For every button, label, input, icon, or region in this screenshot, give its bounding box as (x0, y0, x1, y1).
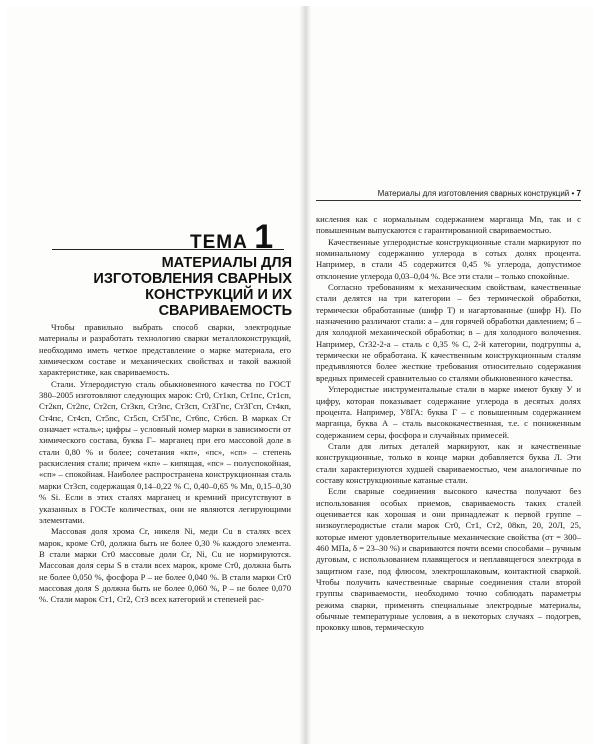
running-head (316, 189, 581, 201)
right-text-column (316, 214, 581, 634)
running-head-separator: • (571, 189, 575, 198)
paragraph-chemical-composition: Массовая доля хрома Cr, никеля Ni, меди Cu в сталях всех марок, кроме Ст0, должна быть не более 0,30 % каждого элемента. В стали марки Ст0 массовые доли Cr, Ni, Cu не нормируются. Массовая доля серы S в стали всех марок, кроме Ст0, должна быть не более 0,050 %, фосфора P – не более 0,040 %. В стали марки Ст0 массовая доля S должна быть не более 0,060 %, P – не более 0,070 %. Стали марок Ст1, Ст2, Ст3 всех категорий и степеней рас- (39, 526, 291, 605)
running-head-title: Материалы для изготовления сварных конструкций (377, 189, 570, 198)
topic-divider (52, 249, 284, 250)
topic-number: 1 (254, 218, 274, 256)
paragraph-mechanical-categories: Согласно требованиям к механическим свойствам, качественные стали делятся на три категории – без термической обработки, термически обработанные (шифр Т) и нагартованные (шифр Н). По назначению различают стали: а – для горячей обработки давлением; б – для холодной механической обработки; в – для холодного волочения. Например, Ст32-2-а – сталь с 0,35 % С, 2-й категории, подгруппы а, термически не обработана. К качественным конструкционным сталям предъявляются более жесткие требования относительно содержания вредных примесей сравнительно со сталями обыкновенного качества. (316, 282, 581, 383)
paragraph-intro: Чтобы правильно выбрать способ сварки, электродные материалы и разработать технологию сварки металлоконструкций, необходимо иметь четкое представление о марке материала, его химическом составе и механических свойствах и такой важной характеристике, как свариваемость. (39, 322, 291, 378)
topic-word: ТЕМА (190, 232, 248, 253)
left-text-column (39, 322, 291, 606)
book-spread (6, 6, 594, 744)
paragraph-steels: Стали. Углеродистую сталь обыкновенного качества по ГОСТ 380–2005 изготовляют следующих марок: Ст0, Ст1кп, Ст1пс, Ст1сп, Ст2кп, Ст2пс, Ст2сп, Ст3кп, Ст3пс, Ст3сп, Ст3Гпс, Ст3Гсп, Ст4кп, Ст4пс, Ст4сп, Ст5пс, Ст5сп, Ст5Гпс, Ст6пс, Ст6сп. В марках Ст означает «сталь»; цифры – условный номер марки в зависимости от химического состава, буква Г– марганец при его массовой доле в стали 0,80 % и более; сочетания «кп», «пс», «сп» – степень раскисления стали; причем «кп» – кипящая, «пс» – полуспокойная, «сп» – спокойная. Наиболее распространена конструкционная сталь марки Ст3сп, содержащая 0,14–0,22 % С, 0,40–0,65 % Mn, 0,15–0,30 % Si. Если в этих сталях марганец и кремний присутствуют в указанных в ГОСТе количествах, они не являются легирующими элементами. (39, 378, 291, 525)
paragraph-continued: кисления как с нормальным содержанием марганца Mn, так и с повышенным выпускаются с гарантированной свариваемостью. (316, 214, 581, 236)
paragraph-cast-steels: Стали для литых деталей маркируют, как и качественные конструкционные, только в конце марки добавляется буква Л. Эти стали характеризуются худшей свариваемостью, чем аналогичные по составу конструкционные катаные стали. (316, 440, 581, 485)
paragraph-weldability-groups: Если сварные соединения высокого качества получают без использования особых приемов, свариваемость таких сталей оценивается как хорошая и они принадлежат к первой группе – низкоуглеродистые стали марок Ст0, Ст1, Ст2, 08кп, 20, 20Л, 25, которые имеют удовлетворительные механические свойства (σт = 300–460 МПа, δ = 23–30 %) и свариваются почти всеми способами – ручным дуговым, с использованием плавящегося и неплавящегося электрода в защитном газе, под флюсом, электрошлаковым, контактной сваркой. Чтобы получить качественные сварные соединения стали второй группы свариваемости, необходимо точно соблюдать параметры режима сварки, применять специальные электродные материалы, обычные температурные условия, а в некоторых случаях – подогрев, проковку швов, термическую (316, 486, 581, 633)
page-number: 7 (576, 189, 581, 198)
paragraph-tool-steels: Углеродистые инструментальные стали в марке имеют букву У и цифру, которая показывает содержание углерода в десятых долях процента. Например, У8ГА: буква Г – с повышенным содержанием марганца, буква А – сталь высококачественная, т.е. с пониженным содержанием серы, фосфора и случайных примесей. (316, 384, 581, 440)
paragraph-quality-steels: Качественные углеродистые конструкционные стали маркируют по номинальному содержанию углерода в сотых долях процента. Например, в стали 45 содержится 0,45 % углерода, допустимое отклонение углерода 0,03–0,04 %. Все эти стали – только спокойные. (316, 236, 581, 281)
chapter-title: МАТЕРИАЛЫ ДЛЯ ИЗГОТОВЛЕНИЯ СВАРНЫХ КОНСТРУКЦИЙ И ИХ СВАРИВАЕМОСТЬ (93, 255, 292, 319)
book-gutter (299, 6, 311, 744)
